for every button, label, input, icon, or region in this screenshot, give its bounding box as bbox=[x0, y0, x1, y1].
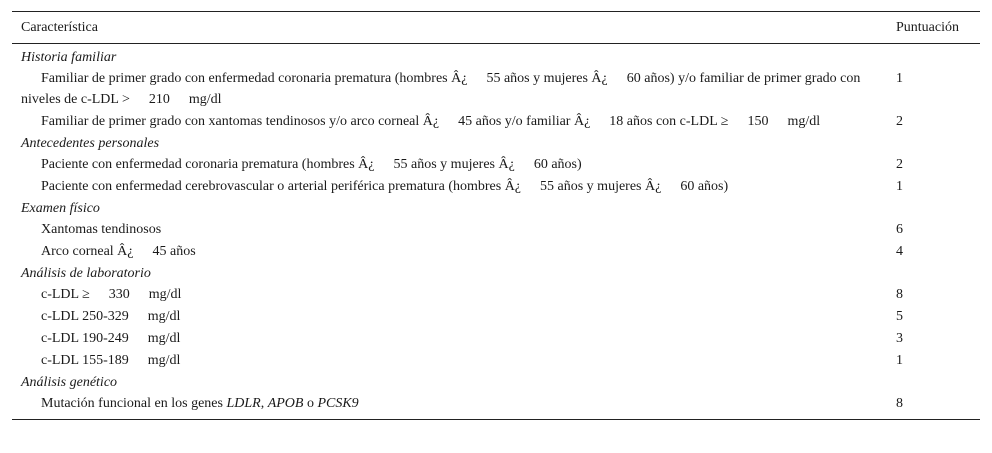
text-fragment: mg/dl bbox=[147, 309, 181, 324]
table-row bbox=[12, 284, 980, 305]
section-heading bbox=[12, 47, 980, 68]
text-fragment: 330 bbox=[108, 287, 130, 302]
text-fragment: c-LDL 250-329 bbox=[41, 309, 129, 324]
row-characteristic bbox=[21, 111, 871, 132]
text-fragment: 60 años) y/o familiar de primer grado con niveles de c-LDL > bbox=[21, 71, 861, 107]
row-characteristic bbox=[21, 154, 871, 175]
row-score: 8 bbox=[896, 396, 903, 411]
table-row bbox=[12, 68, 980, 110]
row-score: 4 bbox=[896, 244, 903, 259]
table-row bbox=[12, 350, 980, 371]
table-row bbox=[12, 176, 980, 197]
row-characteristic bbox=[21, 68, 871, 110]
score-table bbox=[12, 11, 980, 420]
text-fragment: 45 años y/o familiar Â¿ bbox=[458, 114, 591, 129]
text-fragment: 60 años) bbox=[533, 157, 582, 172]
section-title: Análisis genético bbox=[21, 375, 118, 390]
text-fragment: 210 bbox=[148, 92, 170, 107]
text-fragment: o bbox=[303, 396, 318, 411]
section-heading bbox=[12, 263, 980, 284]
text-fragment: mg/dl bbox=[188, 92, 222, 107]
row-score: 5 bbox=[896, 309, 903, 324]
row-score: 2 bbox=[896, 157, 903, 172]
section-heading bbox=[12, 198, 980, 219]
text-fragment: Familiar de primer grado con enfermedad coronaria prematura (hombres Â¿ bbox=[41, 71, 468, 86]
section-title: Antecedentes personales bbox=[21, 136, 160, 151]
section-title: Historia familiar bbox=[21, 50, 117, 65]
text-fragment: c-LDL 155-189 bbox=[41, 353, 129, 368]
text-fragment: 55 años y mujeres Â¿ bbox=[393, 157, 515, 172]
table-row bbox=[12, 306, 980, 327]
row-score: 6 bbox=[896, 222, 903, 237]
row-score: 1 bbox=[896, 179, 903, 194]
text-fragment: , bbox=[260, 396, 268, 411]
text-fragment: 18 años con c-LDL ≥ bbox=[609, 114, 729, 129]
section-heading bbox=[12, 372, 980, 393]
section-title: Análisis de laboratorio bbox=[21, 266, 151, 281]
text-fragment: 55 años y mujeres Â¿ bbox=[486, 71, 608, 86]
table-row bbox=[12, 219, 980, 240]
text-fragment: mg/dl bbox=[148, 287, 182, 302]
text-fragment: 150 bbox=[747, 114, 769, 129]
header-characteristic: Característica bbox=[21, 20, 98, 35]
text-fragment: c-LDL 190-249 bbox=[41, 331, 129, 346]
row-characteristic bbox=[21, 350, 871, 371]
text-fragment: LDLR bbox=[226, 396, 261, 411]
row-score: 3 bbox=[896, 331, 903, 346]
section-title: Examen físico bbox=[21, 201, 100, 216]
text-fragment: Familiar de primer grado con xantomas tendinosos y/o arco corneal Â¿ bbox=[41, 114, 440, 129]
text-fragment: 45 años bbox=[152, 244, 196, 259]
table-row bbox=[12, 111, 980, 132]
text-fragment: 60 años) bbox=[680, 179, 729, 194]
row-characteristic bbox=[21, 393, 871, 414]
text-fragment: PCSK9 bbox=[317, 396, 359, 411]
text-fragment: Arco corneal Â¿ bbox=[41, 244, 134, 259]
text-fragment: Xantomas tendinosos bbox=[41, 222, 162, 237]
table-row bbox=[12, 393, 980, 414]
text-fragment: APOB bbox=[267, 396, 304, 411]
text-fragment: Paciente con enfermedad cerebrovascular o arterial periférica prematura (hombres Â¿ bbox=[41, 179, 522, 194]
table-row bbox=[12, 241, 980, 262]
table-header bbox=[12, 12, 980, 44]
row-score: 2 bbox=[896, 114, 903, 129]
section-heading bbox=[12, 133, 980, 154]
text-fragment: mg/dl bbox=[147, 353, 181, 368]
row-characteristic bbox=[21, 176, 871, 197]
row-characteristic bbox=[21, 306, 871, 327]
row-score: 1 bbox=[896, 353, 903, 368]
row-characteristic bbox=[21, 284, 871, 305]
text-fragment: mg/dl bbox=[147, 331, 181, 346]
text-fragment: c-LDL ≥ bbox=[41, 287, 90, 302]
row-characteristic bbox=[21, 328, 871, 349]
row-score: 1 bbox=[896, 71, 903, 86]
table-body bbox=[12, 44, 980, 419]
row-characteristic bbox=[21, 241, 871, 262]
text-fragment: Paciente con enfermedad coronaria prematura (hombres Â¿ bbox=[41, 157, 375, 172]
row-score: 8 bbox=[896, 287, 903, 302]
text-fragment: Mutación funcional en los genes bbox=[41, 396, 227, 411]
row-characteristic bbox=[21, 219, 871, 240]
header-score: Puntuación bbox=[896, 20, 959, 35]
text-fragment: mg/dl bbox=[787, 114, 821, 129]
table-row bbox=[12, 328, 980, 349]
table-row bbox=[12, 154, 980, 175]
text-fragment: 55 años y mujeres Â¿ bbox=[540, 179, 662, 194]
